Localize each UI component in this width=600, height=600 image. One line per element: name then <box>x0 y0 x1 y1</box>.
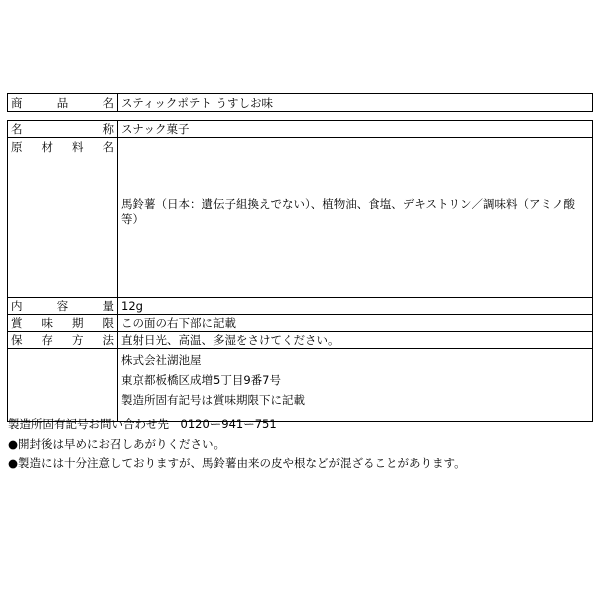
row-expiry-label: 賞 味 期 限 <box>8 315 118 332</box>
row-storage <box>8 332 593 349</box>
manufacturer-address: 東京都板橋区成増5丁目9番7号 <box>121 373 281 387</box>
product-name-table <box>7 93 593 112</box>
row-expiry <box>8 315 593 332</box>
manufacturer-company: 株式会社湖池屋 <box>121 353 202 367</box>
row-manufacturer <box>8 349 593 422</box>
row-content-label: 内 容 量 <box>8 298 118 315</box>
row-manufacturer-label <box>8 349 118 422</box>
row-name-label: 名 称 <box>8 121 118 138</box>
row-expiry-value: この面の右下部に記載 <box>118 315 593 332</box>
footer-contact: 製造所固有記号お問い合わせ先 0120ー941ー751 <box>8 417 277 431</box>
row-content <box>8 298 593 315</box>
row-content-value: 12g <box>118 298 593 315</box>
row-name-value: スナック菓子 <box>118 121 593 138</box>
info-table <box>7 120 593 422</box>
product-name-row <box>8 94 593 112</box>
product-name-label: 商 品 名 <box>8 94 118 112</box>
footer-note-manufacturing: ●製造には十分注意しておりますが、馬鈴薯由来の皮や根などが混ざることがあります。 <box>8 456 466 470</box>
row-storage-value: 直射日光、高温、多湿をさけてください。 <box>118 332 593 349</box>
row-name <box>8 121 593 138</box>
product-name-value: スティックポテト うすしお味 <box>118 94 593 112</box>
row-manufacturer-value <box>118 349 593 422</box>
row-ingredients-value: 馬鈴薯（日本：遺伝子組換えでない）、植物油、食塩、デキストリン／調味料（アミノ酸等） <box>118 138 593 298</box>
row-storage-label: 保 存 方 法 <box>8 332 118 349</box>
row-ingredients-label: 原 材 料 名 <box>8 138 118 298</box>
manufacturer-code-note: 製造所固有記号は賞味期限下に記載 <box>121 393 305 407</box>
footer-note-after-opening: ●開封後は早めにお召しあがりください。 <box>8 437 226 451</box>
row-ingredients <box>8 138 593 298</box>
